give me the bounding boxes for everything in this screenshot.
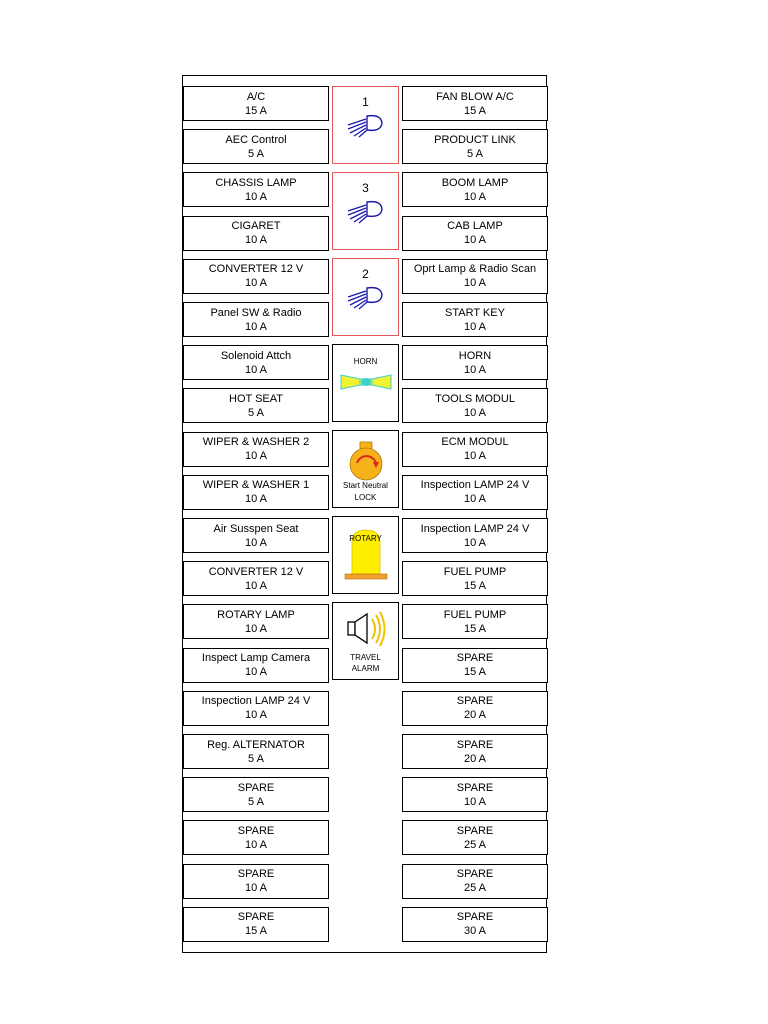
- fuse-cell: [402, 907, 548, 942]
- fuse-cell: [183, 604, 329, 639]
- fuse-cell: [402, 777, 548, 812]
- fuse-cell: [402, 86, 548, 121]
- fuse-cell: [183, 907, 329, 942]
- fuse-cell: [183, 259, 329, 294]
- fuse-name: FAN BLOW A/C: [436, 90, 514, 103]
- fuse-cell: [402, 561, 548, 596]
- fuse-amperage: 10 A: [244, 579, 268, 592]
- fuse-amperage: 15 A: [244, 104, 268, 117]
- fuse-amperage: 10 A: [244, 450, 268, 463]
- fuse-name: SPARE: [237, 781, 275, 794]
- fuse-name: HOT SEAT: [229, 392, 283, 405]
- fuse-name: FUEL PUMP: [443, 565, 507, 578]
- fuse-amperage: 15 A: [244, 925, 268, 938]
- fuse-name: HORN: [458, 349, 492, 362]
- fuse-amperage: 10 A: [463, 450, 487, 463]
- fuse-name: Inspection LAMP 24 V: [420, 522, 530, 535]
- fuse-amperage: 10 A: [244, 277, 268, 290]
- fuse-amperage: 15 A: [463, 666, 487, 679]
- fuse-amperage: 25 A: [463, 882, 487, 895]
- fuse-amperage: 15 A: [463, 104, 487, 117]
- fuse-amperage: 10 A: [463, 406, 487, 419]
- fuse-cell: [402, 172, 548, 207]
- fuse-amperage: 25 A: [463, 838, 487, 851]
- fuse-cell: [402, 518, 548, 553]
- fuse-amperage: 10 A: [244, 190, 268, 203]
- fuse-amperage: 10 A: [463, 493, 487, 506]
- fuse-cell: [183, 864, 329, 899]
- fuse-amperage: 10 A: [463, 795, 487, 808]
- rotary-block: [332, 516, 399, 594]
- horn-icon: [340, 373, 392, 391]
- fuse-amperage: 5 A: [248, 147, 264, 160]
- relay-number: 3: [362, 181, 369, 195]
- fuse-amperage: 10 A: [244, 320, 268, 333]
- rotary-label: ROTARY: [349, 534, 382, 543]
- fuse-name: Air Susspen Seat: [213, 522, 299, 535]
- headlamp-icon: [345, 113, 385, 139]
- relay-number: 1: [362, 95, 369, 109]
- fuse-cell: [183, 777, 329, 812]
- alarm-label: ALARM: [351, 664, 380, 673]
- fuse-cell: [183, 518, 329, 553]
- fuse-name: Inspection LAMP 24 V: [201, 695, 311, 708]
- fuse-name: CAB LAMP: [447, 220, 503, 233]
- horn-block: [332, 344, 399, 422]
- fuse-name: Solenoid Attch: [220, 349, 292, 362]
- fuse-name: TOOLS MODUL: [435, 392, 515, 405]
- start-neutral-lock-block: [332, 430, 399, 508]
- fuse-name: SPARE: [456, 868, 494, 881]
- fuse-amperage: 10 A: [463, 190, 487, 203]
- fuse-amperage: 10 A: [244, 493, 268, 506]
- fuse-amperage: 10 A: [463, 277, 487, 290]
- fuse-name: SPARE: [237, 824, 275, 837]
- fuse-amperage: 20 A: [463, 752, 487, 765]
- fuse-cell: [402, 345, 548, 380]
- fuse-name: SPARE: [456, 695, 494, 708]
- fuse-cell: [402, 864, 548, 899]
- fuse-amperage: 10 A: [244, 709, 268, 722]
- fuse-name: CONVERTER 12 V: [208, 263, 304, 276]
- relay-number: 2: [362, 267, 369, 281]
- fuse-cell: [402, 302, 548, 337]
- fuse-name: Inspection LAMP 24 V: [420, 479, 530, 492]
- fuse-cell: [183, 820, 329, 855]
- fuse-amperage: 30 A: [463, 925, 487, 938]
- fuse-cell: [402, 475, 548, 510]
- fuse-cell: [402, 216, 548, 251]
- fuse-cell: [183, 648, 329, 683]
- fuse-cell: [183, 561, 329, 596]
- start-neutral-lock-icon: [348, 441, 384, 481]
- fuse-name: START KEY: [445, 306, 505, 319]
- start-neutral-label: Start Neutral: [343, 481, 388, 490]
- headlamp-icon: [345, 285, 385, 311]
- travel-alarm-block: [332, 602, 399, 680]
- fuse-name: FUEL PUMP: [443, 608, 507, 621]
- fuse-cell: [183, 432, 329, 467]
- fuse-amperage: 10 A: [244, 363, 268, 376]
- fuse-cell: [183, 172, 329, 207]
- relay-2-block: [332, 258, 399, 336]
- fuse-amperage: 10 A: [244, 622, 268, 635]
- fuse-cell: [402, 648, 548, 683]
- headlamp-icon: [345, 199, 385, 225]
- fuse-amperage: 10 A: [463, 234, 487, 247]
- fuse-amperage: 10 A: [244, 536, 268, 549]
- fuse-cell: [183, 86, 329, 121]
- fuse-name: BOOM LAMP: [441, 176, 509, 189]
- fuse-cell: [183, 302, 329, 337]
- fuse-amperage: 10 A: [463, 536, 487, 549]
- fuse-cell: [183, 691, 329, 726]
- fuse-name: ECM MODUL: [441, 436, 509, 449]
- fuse-name: ROTARY LAMP: [217, 608, 295, 621]
- fuse-name: CONVERTER 12 V: [208, 565, 304, 578]
- fuse-cell: [402, 734, 548, 769]
- fuse-cell: [183, 216, 329, 251]
- fuse-name: SPARE: [456, 824, 494, 837]
- fuse-amperage: 5 A: [467, 147, 483, 160]
- relay-1-block: [332, 86, 399, 164]
- fuse-name: SPARE: [237, 868, 275, 881]
- fuse-name: SPARE: [237, 911, 275, 924]
- fuse-amperage: 5 A: [248, 795, 264, 808]
- fuse-amperage: 10 A: [244, 234, 268, 247]
- fuse-amperage: 10 A: [244, 882, 268, 895]
- fuse-amperage: 15 A: [463, 579, 487, 592]
- fuse-amperage: 5 A: [248, 406, 264, 419]
- lock-label: LOCK: [354, 493, 377, 502]
- travel-label: TRAVEL: [350, 653, 381, 662]
- fuse-name: WIPER & WASHER 2: [202, 436, 310, 449]
- fuse-cell: [402, 432, 548, 467]
- fuse-cell: [183, 388, 329, 423]
- fuse-cell: [183, 475, 329, 510]
- fuse-name: PRODUCT LINK: [434, 133, 516, 146]
- fuse-name: SPARE: [456, 781, 494, 794]
- horn-label: HORN: [353, 357, 378, 366]
- fuse-name: A/C: [246, 90, 266, 103]
- fuse-name: WIPER & WASHER 1: [202, 479, 310, 492]
- relay-3-block: [332, 172, 399, 250]
- fuse-cell: [183, 129, 329, 164]
- fuse-cell: [402, 259, 548, 294]
- fuse-cell: [183, 734, 329, 769]
- speaker-alarm-icon: [346, 611, 388, 647]
- fuse-cell: [402, 691, 548, 726]
- fuse-name: Oprt Lamp & Radio Scan: [413, 263, 537, 276]
- fuse-cell: [402, 129, 548, 164]
- fuse-amperage: 5 A: [248, 752, 264, 765]
- fuse-name: AEC Control: [225, 133, 287, 146]
- fuse-name: Reg. ALTERNATOR: [207, 738, 305, 751]
- fuse-amperage: 10 A: [244, 666, 268, 679]
- fuse-amperage: 15 A: [463, 622, 487, 635]
- fuse-name: SPARE: [456, 738, 494, 751]
- fuse-amperage: 10 A: [244, 838, 268, 851]
- fuse-name: CHASSIS LAMP: [215, 176, 297, 189]
- fuse-name: Panel SW & Radio: [210, 306, 302, 319]
- fuse-name: CIGARET: [231, 220, 281, 233]
- fuse-cell: [402, 604, 548, 639]
- fuse-name: Inspect Lamp Camera: [201, 652, 311, 665]
- fuse-amperage: 10 A: [463, 320, 487, 333]
- fuse-name: SPARE: [456, 911, 494, 924]
- fuse-amperage: 20 A: [463, 709, 487, 722]
- fuse-cell: [183, 345, 329, 380]
- fuse-cell: [402, 388, 548, 423]
- fuse-name: SPARE: [456, 652, 494, 665]
- fuse-amperage: 10 A: [463, 363, 487, 376]
- fuse-cell: [402, 820, 548, 855]
